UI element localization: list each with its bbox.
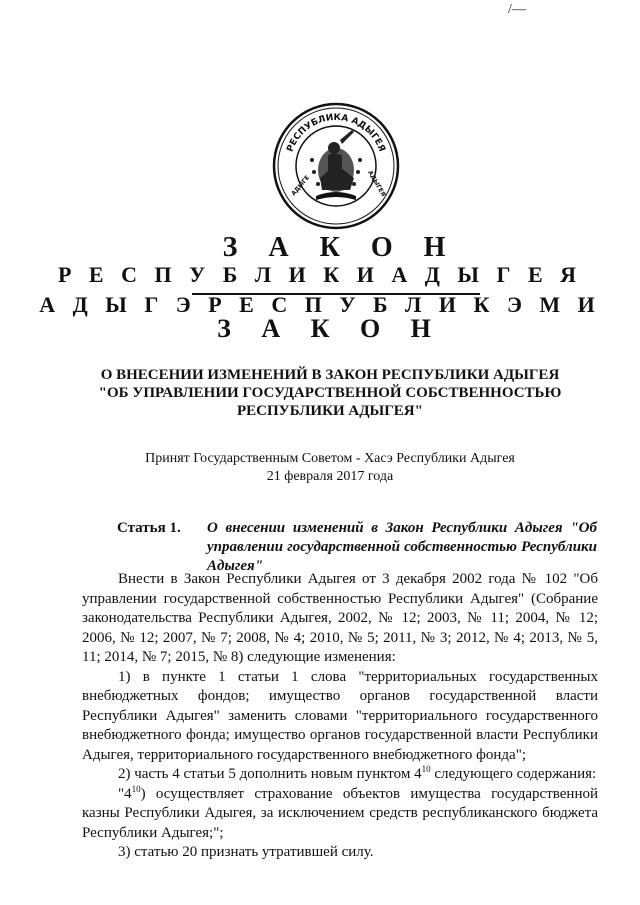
adoption-body: Принят Государственным Советом - Хасэ Республики Адыгея [145,451,515,466]
adoption-note [80,450,580,486]
title-zakon: З А К О Н [222,232,458,263]
coat-of-arms-seal [270,100,402,232]
body-paragraph: Внести в Закон Республики Адыгея от 3 декабря 2002 года № 102 "Об управлении государственной собственностью Республики Адыгея" (Собрание законодательства Республики Адыгея, 2002, № 12; 2003, № 11; 2004, № 12; 2006, № 12; 2007, № 7; 2008, № 4; 2010, № 5; 2011, № 3; 2012, № 4; 2013, № 5, 11; 2014, № 7; 2015, № 8) следующие изменения: [82,571,598,665]
corner-mark: /— [508,2,526,17]
body-paragraph: "$4^{10}$) осуществляет страхование объектов имущества государственной казны Республики Адыгея, за исключением средств республиканского бюджета Республики Адыгея;"; [82,783,598,841]
seal-left-text: АДЫГЕ [290,174,312,198]
title-adyghe-republic: А Д Ы Г Э Р Е С П У Б Л И К Э М И [39,292,601,317]
title-republic: Р Е С П У Б Л И К И А Д Ы Г Е Я [57,262,583,287]
law-heading-line: О ВНЕСЕНИИ ИЗМЕНЕНИЙ В ЗАКОН РЕСПУБЛИКИ АДЫГЕЯ [100,367,560,383]
title-zakon-adyghe: З А К О Н [217,314,443,343]
rider-emblem-icon [310,130,362,200]
body-paragraph: 1) в пункте 1 статьи 1 слова "территориальных государственных внебюджетных фондов; имущество органов государственной власти Республики Адыгея" заменить словами "территориального государственного внебюджетного фонда; имущество органов государственной власти Республики Адыгея, территориального государственного внебюджетного фонда"; [82,668,598,763]
body-paragraph: 2) часть 4 статьи 5 дополнить новым пунктом $4^{10}$ следующего содержания: [118,764,597,782]
article-number: Статья 1. [117,520,181,536]
seal-right-text: АДЫГЕЯ [366,169,387,198]
seal-outer-text: РЕСПУБЛИКА АДЫГЕЯ [285,112,387,154]
article-body [82,570,598,863]
body-paragraph: 3) статью 20 признать утратившей силу. [118,844,374,860]
adoption-date: 21 февраля 2017 года [266,469,394,484]
law-heading-line: РЕСПУБЛИКИ АДЫГЕЯ" [237,403,423,419]
law-heading-line: "ОБ УПРАВЛЕНИИ ГОСУДАРСТВЕННОЙ СОБСТВЕННОСТЬЮ [98,385,562,401]
law-heading [80,366,580,420]
article-title: О внесении изменений в Закон Республики Адыгея "Об управлении государственной собственностью Республики Адыгея" [207,520,597,574]
